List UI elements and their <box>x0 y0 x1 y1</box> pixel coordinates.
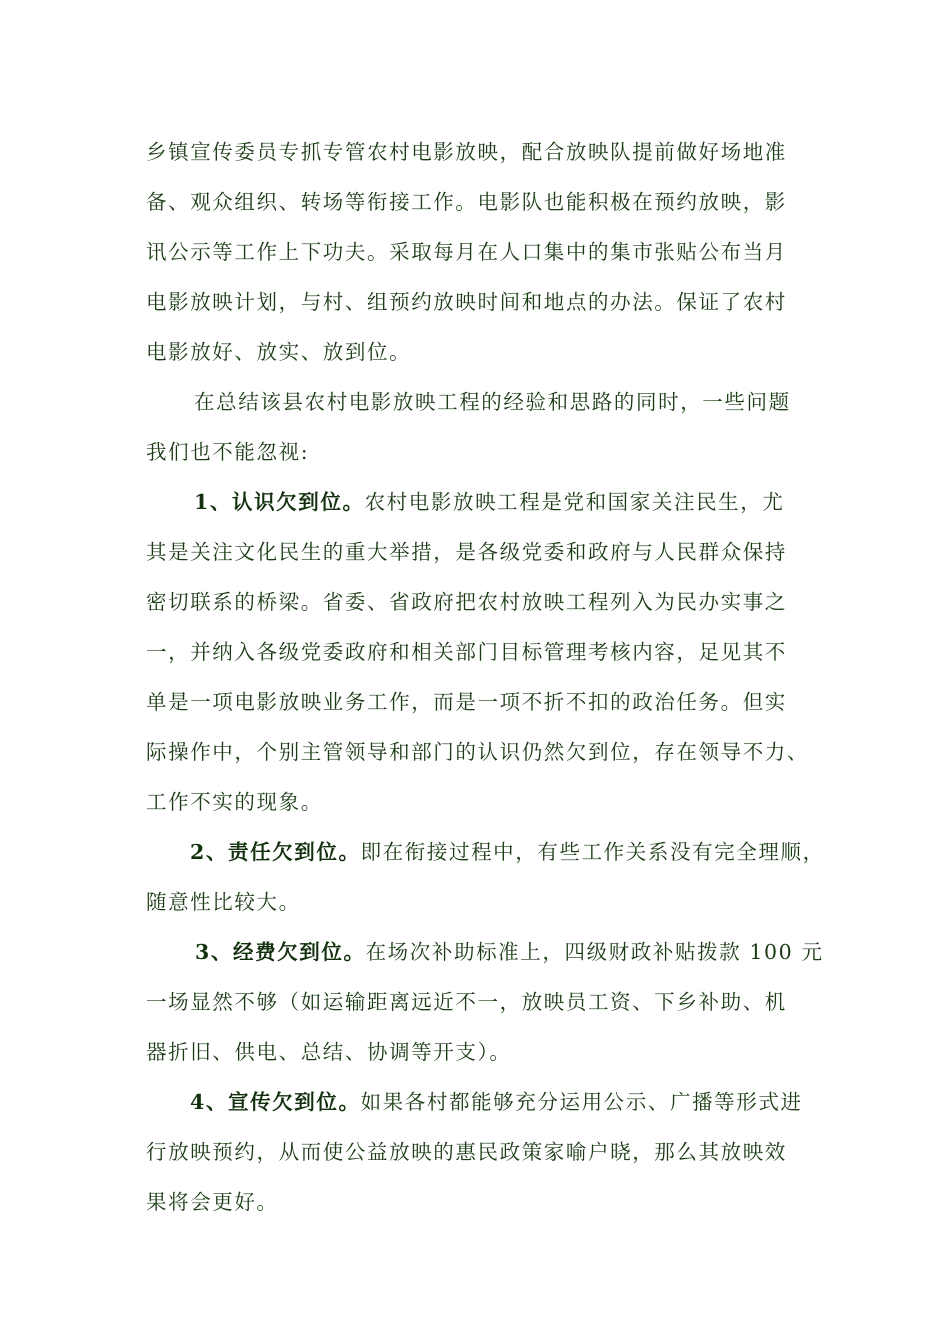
paragraph-line: 电影放映计划，与村、组预约放映时间和地点的办法。保证了农村 <box>146 290 787 314</box>
point-1-text: 农村电影放映工程是党和国家关注民生，尤 <box>364 490 785 514</box>
paragraph-line: 一场显然不够（如运输距离远近不一，放映员工资、下乡补助、机 <box>146 990 787 1014</box>
point-1-line <box>194 492 784 513</box>
point-3-heading: 3、经费欠到位。 <box>195 940 366 964</box>
paragraph-line: 密切联系的桥梁。省委、省政府把农村放映工程列入为民办实事之 <box>146 590 787 614</box>
paragraph-line: 行放映预约，从而使公益放映的惠民政策家喻户晓，那么其放映效 <box>146 1140 787 1164</box>
point-4-text: 如果各村都能够充分运用公示、广播等形式进 <box>360 1090 803 1114</box>
point-2-heading: 2、责任欠到位。 <box>190 840 361 864</box>
paragraph-line: 讯公示等工作上下功夫。采取每月在人口集中的集市张贴公布当月 <box>146 240 787 264</box>
paragraph-line: 器折旧、供电、总结、协调等开支）。 <box>146 1040 512 1064</box>
paragraph-line: 果将会更好。 <box>146 1190 279 1214</box>
point-2-line <box>190 842 825 863</box>
paragraph-line: 随意性比较大。 <box>146 890 301 914</box>
paragraph-line: 电影放好、放实、放到位。 <box>146 340 412 364</box>
paragraph-line: 单是一项电影放映业务工作，而是一项不折不扣的政治任务。但实 <box>146 690 787 714</box>
paragraph-line: 乡镇宣传委员专抓专管农村电影放映，配合放映队提前做好场地准 <box>146 140 787 164</box>
point-1-heading: 1、认识欠到位。 <box>194 490 365 514</box>
paragraph-line: 际操作中，个别主管领导和部门的认识仍然欠到位，存在领导不力、 <box>146 740 809 764</box>
point-4-heading: 4、宣传欠到位。 <box>190 1090 361 1114</box>
paragraph-line: 工作不实的现象。 <box>146 790 323 814</box>
point-3-text: 在场次补助标准上，四级财政补贴拨款 100 元 <box>365 940 824 964</box>
paragraph-line: 其是关注文化民生的重大举措，是各级党委和政府与人民群众保持 <box>146 540 787 564</box>
paragraph-line: 在总结该县农村电影放映工程的经验和思路的同时，一些问题 <box>194 390 791 414</box>
paragraph-line: 备、观众组织、转场等衔接工作。电影队也能积极在预约放映，影 <box>146 190 787 214</box>
point-2-text: 即在衔接过程中，有些工作关系没有完全理顺， <box>360 840 825 864</box>
point-3-line <box>195 942 824 963</box>
paragraph-line: 一，并纳入各级党委政府和相关部门目标管理考核内容，足见其不 <box>146 640 787 664</box>
point-4-line <box>190 1092 803 1113</box>
paragraph-line: 我们也不能忽视: <box>146 440 310 464</box>
